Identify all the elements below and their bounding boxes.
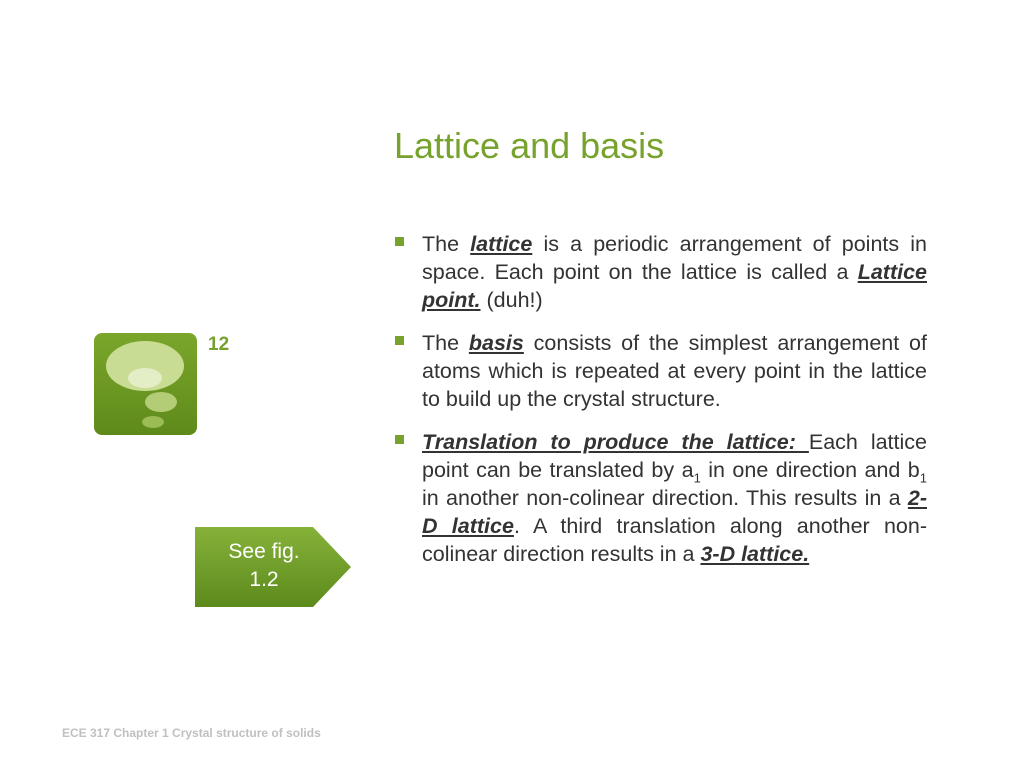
- square-bullet-icon: [395, 435, 404, 444]
- subscript: 1: [693, 470, 701, 486]
- bullet-text: The: [422, 232, 471, 256]
- bullet-text: (duh!): [480, 288, 543, 312]
- bullet-basis: [395, 329, 927, 413]
- subscript: 1: [919, 470, 927, 486]
- bullet-text: Each lattice point can be translated by a: [422, 430, 927, 482]
- slide-title: Lattice and basis: [394, 125, 665, 166]
- bullet-text: The: [422, 331, 469, 355]
- bullet-text: in one direction and b: [700, 458, 920, 482]
- slide-footer: ECE 317 Chapter 1 Crystal structure of solids: [62, 726, 321, 740]
- bullet-text: in another non-colinear direction. This results in a: [422, 486, 908, 510]
- bullet-translation: [395, 428, 927, 568]
- thought-bubble-icon-graphic: [94, 333, 197, 435]
- callout-line-1: See fig.: [228, 540, 300, 563]
- bullet-text: . A third translation along another non-colinear direction results in a: [422, 514, 928, 566]
- keyword-period: .: [474, 288, 481, 312]
- callout-line-2: 1.2: [249, 568, 279, 591]
- bullet-list: [395, 230, 927, 583]
- keyword-2d-lattice: 2-D lattice: [422, 486, 927, 538]
- square-bullet-icon: [395, 336, 404, 345]
- keyword-translation: Translation to produce the lattice:: [422, 430, 809, 454]
- keyword-basis: basis: [468, 331, 524, 355]
- callout-text: [195, 538, 333, 594]
- slide-number: 12: [208, 334, 230, 355]
- keyword-lattice-point: Lattice point: [422, 260, 927, 312]
- bullet-text: is a periodic arrangement of points in space. Each point on the lattice is called a: [422, 232, 927, 284]
- thought-bubble-icon: [94, 333, 197, 435]
- keyword-lattice: lattice: [470, 232, 533, 256]
- keyword-3d-lattice: 3-D lattice.: [700, 542, 810, 566]
- square-bullet-icon: [395, 237, 404, 246]
- bullet-text: consists of the simplest arrangement of atoms which is repeated at every point in the lattice to build up the crystal structure.: [422, 331, 927, 411]
- bullet-lattice: [395, 230, 927, 314]
